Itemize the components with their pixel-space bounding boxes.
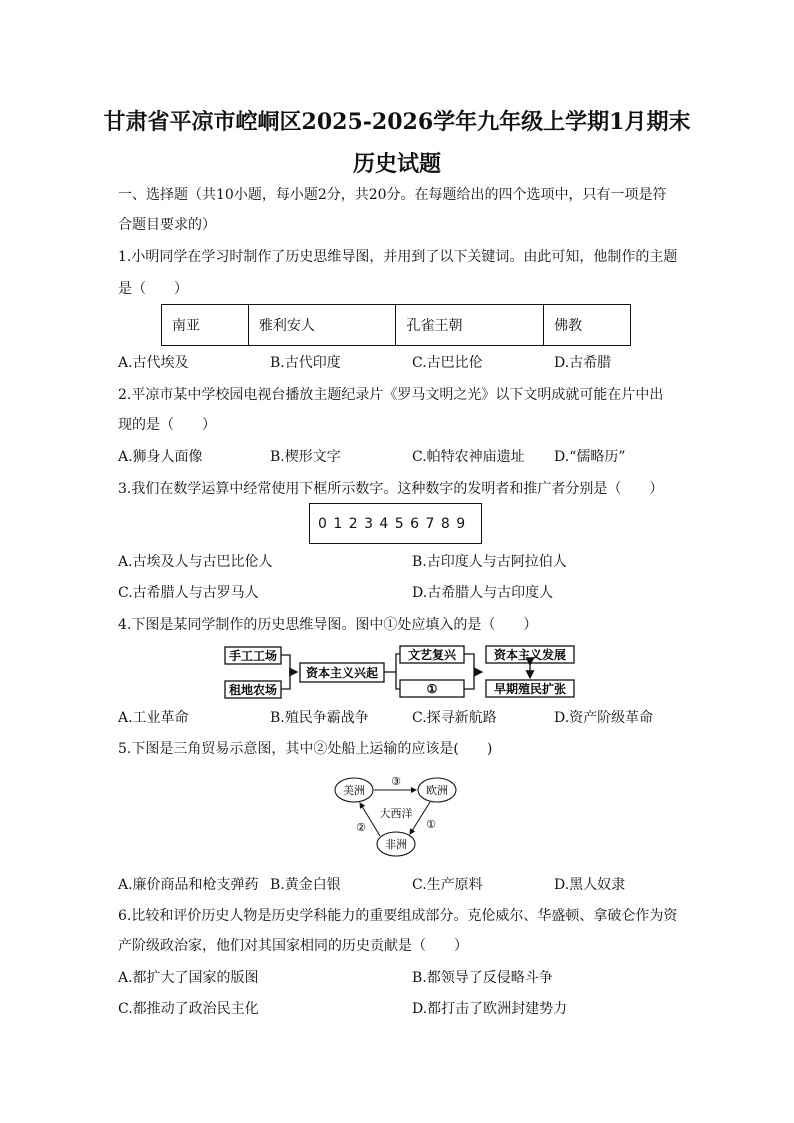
q3-option-c[interactable]: C.古希腊人与古罗马人 — [118, 585, 259, 601]
q2-stem-cont: 现的是（ ） — [118, 417, 216, 433]
q4-option-d[interactable]: D.资产阶级革命 — [554, 710, 654, 726]
q2-option-d[interactable]: D.“儒略历” — [554, 449, 626, 465]
q5-option-b[interactable]: B.黄金白银 — [270, 877, 341, 893]
q4-option-c[interactable]: C.探寻新航路 — [412, 710, 497, 726]
q3-number-box — [309, 503, 482, 544]
q6-stem-cont: 产阶级政治家，他们对其国家相同的历史贡献是（ ） — [118, 938, 468, 954]
q4-node-blank: ① — [426, 682, 438, 696]
q1-option-b[interactable]: B.古代印度 — [270, 355, 341, 371]
keyword-cell: 孔雀王朝 — [396, 305, 544, 346]
q5-node-africa: 非洲 — [385, 838, 407, 851]
q4-mind-map — [220, 642, 590, 702]
q1-option-a[interactable]: A.古代埃及 — [118, 355, 189, 371]
q3-option-b[interactable]: B.古印度人与古阿拉伯人 — [412, 554, 567, 570]
q3-stem: 3.我们在数学运算中经常使用下框所示数字。这种数字的发明者和推广者分别是（ ） — [118, 481, 664, 497]
q4-node-capitalism-rise: 资本主义兴起 — [305, 666, 379, 680]
q1-stem-cont: 是（ ） — [118, 281, 188, 297]
q2-option-b[interactable]: B.楔形文字 — [270, 449, 341, 465]
q1-option-c[interactable]: C.古巴比伦 — [412, 355, 483, 371]
q6-option-d[interactable]: D.都打击了欧洲封建势力 — [412, 1001, 568, 1017]
q2-option-a[interactable]: A.狮身人面像 — [118, 449, 203, 465]
q4-node-renaissance: 文艺复兴 — [407, 648, 457, 662]
q4-node-farm: 租地农场 — [228, 683, 278, 697]
page-title: 甘肃省平凉市崆峒区2025-2026学年九年级上学期1月期末 — [103, 109, 691, 135]
q5-route-mark-3: ③ — [391, 775, 401, 788]
q3-option-a[interactable]: A.古埃及人与古巴比伦人 — [118, 554, 273, 570]
q3-option-d[interactable]: D.古希腊人与古印度人 — [412, 585, 554, 601]
q5-option-d[interactable]: D.黑人奴隶 — [554, 877, 626, 893]
q5-node-europe: 欧洲 — [426, 784, 448, 797]
q5-route-mark-2: ② — [356, 821, 366, 834]
q4-option-b[interactable]: B.殖民争霸战争 — [270, 710, 369, 726]
q1-option-d[interactable]: D.古希腊 — [554, 355, 612, 371]
section-heading: 一、选择题（共10小题，每小题2分，共20分。在每题给出的四个选项中，只有一项是符 — [118, 187, 667, 203]
q1-keyword-table — [161, 304, 631, 346]
q5-stem: 5.下图是三角贸易示意图，其中②处船上运输的应该是( ) — [118, 741, 493, 757]
q4-stem: 4.下图是某同学制作的历史思维导图。图中①处应填入的是（ ） — [118, 617, 538, 633]
keyword-cell: 雅利安人 — [248, 305, 396, 346]
q4-option-a[interactable]: A.工业革命 — [118, 710, 189, 726]
keyword-cell: 南亚 — [162, 305, 249, 346]
page-subtitle: 历史试题 — [352, 151, 441, 177]
q5-ocean-label: 大西洋 — [379, 807, 413, 820]
q2-stem: 2.平凉市某中学校园电视台播放主题纪录片《罗马文明之光》以下文明成就可能在片中出 — [118, 387, 664, 403]
keyword-cell: 佛教 — [544, 305, 631, 346]
q4-node-colonial: 早期殖民扩张 — [493, 682, 567, 696]
q4-node-handicraft: 手工工场 — [228, 649, 278, 663]
q6-option-a[interactable]: A.都扩大了国家的版图 — [118, 970, 259, 986]
q5-route-mark-1: ① — [426, 818, 436, 831]
q6-option-c[interactable]: C.都推动了政治民主化 — [118, 1001, 259, 1017]
q5-option-c[interactable]: C.生产原料 — [412, 877, 483, 893]
q6-option-b[interactable]: B.都领导了反侵略斗争 — [412, 970, 553, 986]
q5-node-america: 美洲 — [343, 784, 365, 797]
q1-stem: 1.小明同学在学习时制作了历史思维导图，并用到了以下关键词。由此可知，他制作的主题 — [118, 249, 678, 265]
q6-stem: 6.比较和评价历史人物是历史学科能力的重要组成部分。克伦威尔、华盛顿、拿破仑作为资 — [118, 908, 678, 924]
q4-node-capitalism-dev: 资本主义发展 — [493, 648, 567, 662]
q3-digits: 0 1 2 3 4 5 6 7 8 9 — [318, 516, 467, 532]
q5-option-a[interactable]: A.廉价商品和枪支弹药 — [118, 877, 259, 893]
q2-option-c[interactable]: C.帕特农神庙遗址 — [412, 449, 525, 465]
q5-triangle-trade-diagram — [330, 770, 464, 862]
section-heading-cont: 合题目要求的） — [118, 217, 216, 233]
